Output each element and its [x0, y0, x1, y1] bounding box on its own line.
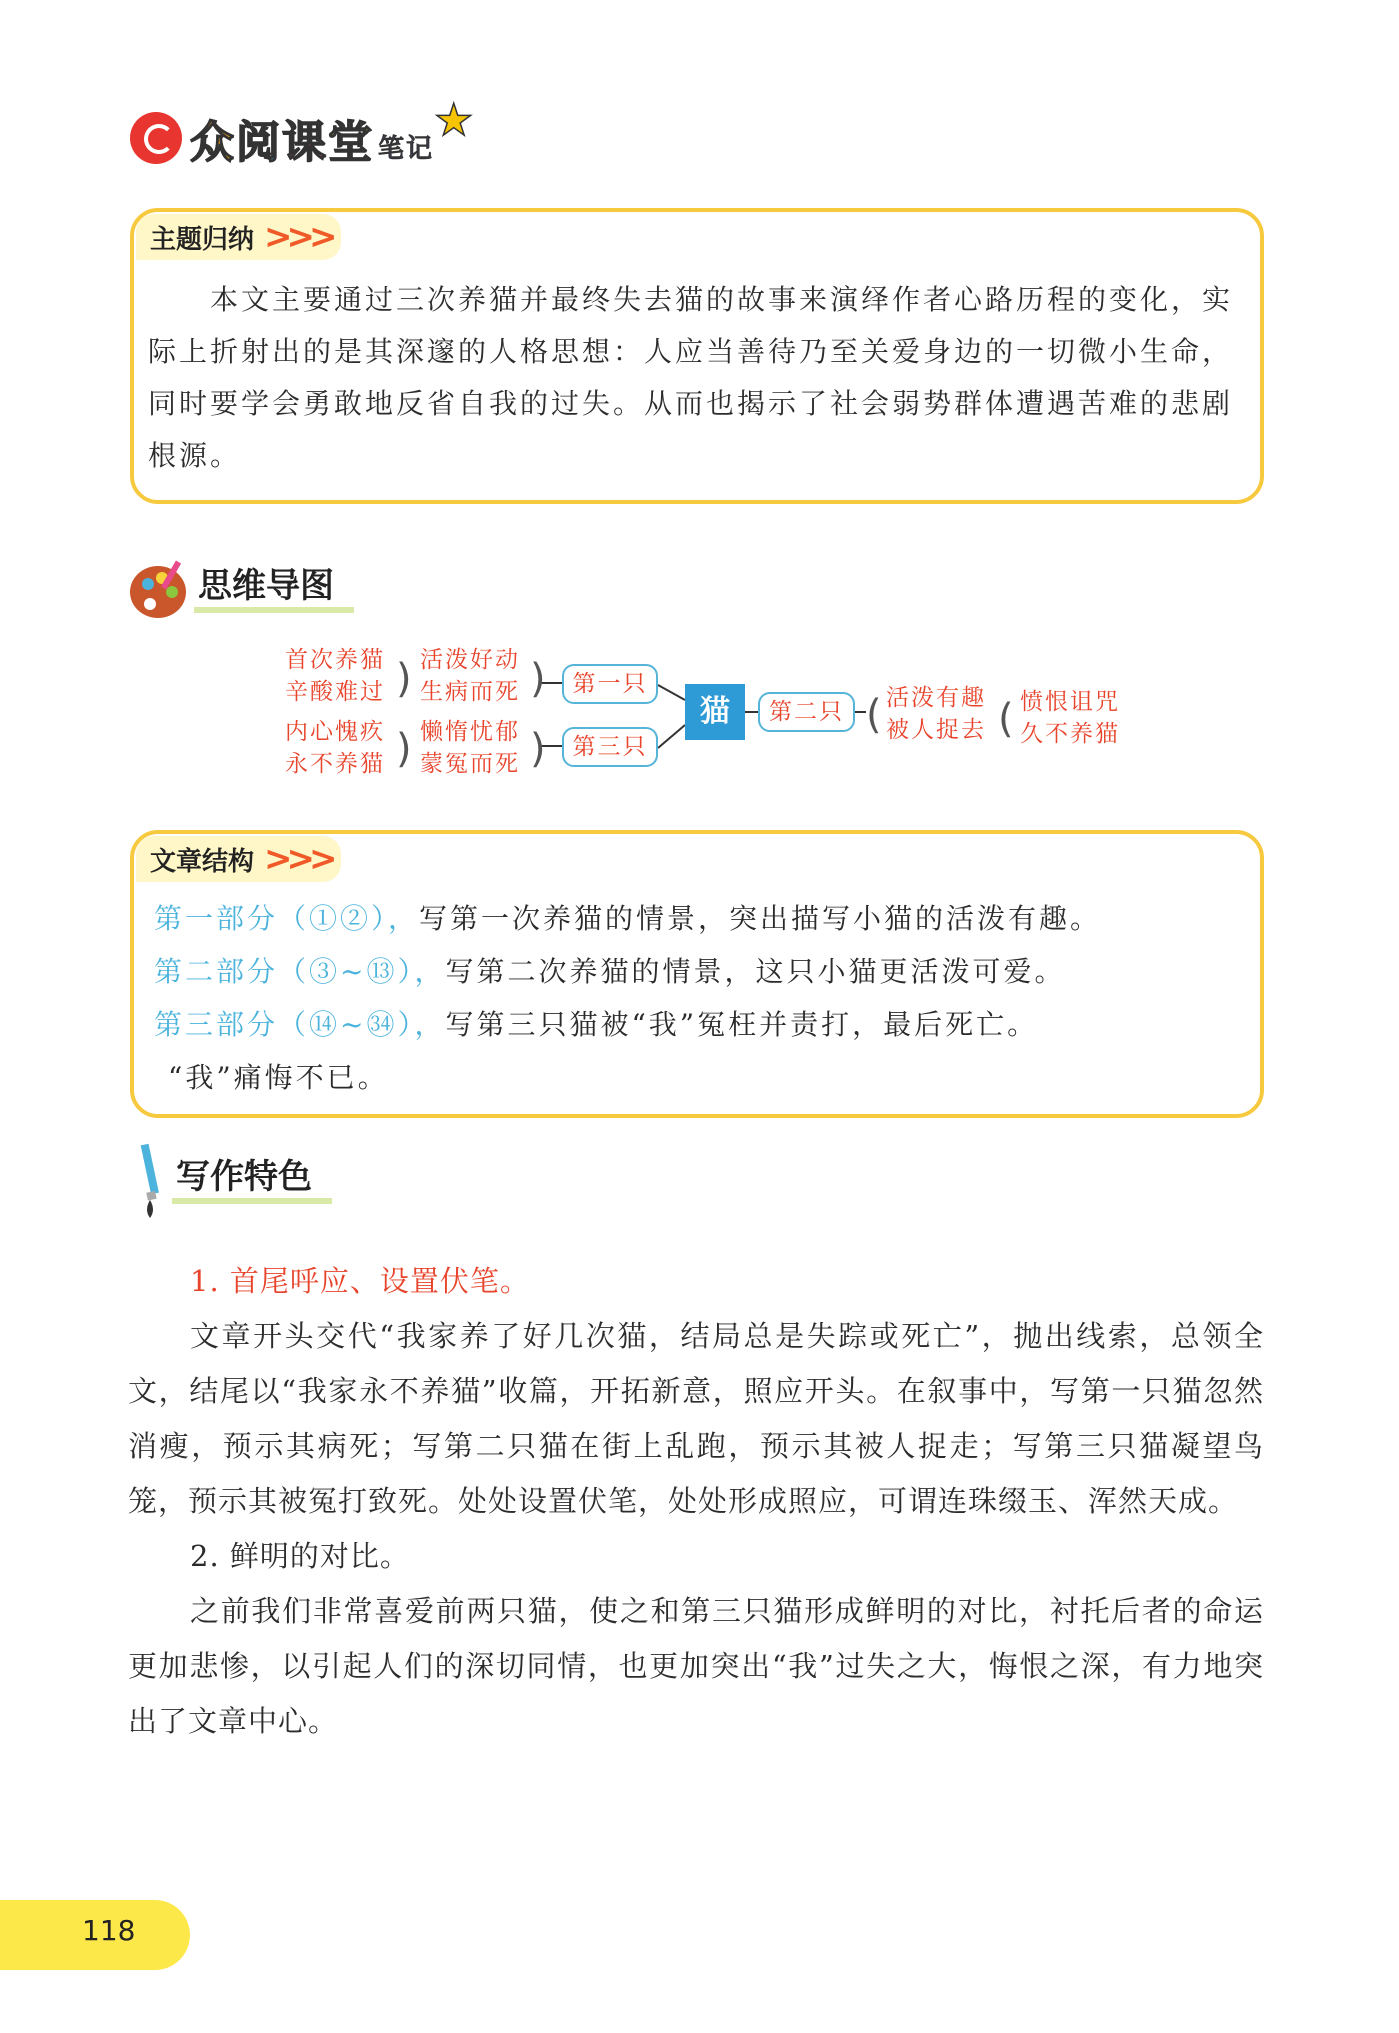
- cat2-feel: 愤恨诅咒 久不养猫: [1020, 689, 1120, 747]
- mind-map: [0, 0, 1399, 800]
- writing-title: 写作特色: [172, 1156, 332, 1204]
- cat3-traits: 懒惰忧郁 蒙冤而死: [420, 719, 520, 777]
- point2-text: 之前我们非常喜爱前两只猫，使之和第三只猫形成鲜明的对比，衬托后者的命运更加悲惨，以引起人们的深切同情，也更加突出“我”过失之大，悔恨之深，有力地突出了文章中心。: [128, 1594, 1264, 1738]
- cat1-node: 第一只: [562, 664, 658, 704]
- structure-tail: “我”痛悔不已。: [168, 1061, 389, 1094]
- structure-part-1: 第一部分（①②），写第一次养猫的情景，突出描写小猫的活泼有趣。: [154, 902, 1102, 935]
- structure-part-3: 第三部分（⑭~㉞），写第三只猫被“我”冤枉并责打，最后死亡。: [154, 1008, 1039, 1041]
- writing-content: [128, 1254, 1264, 1749]
- structure-part-2: 第二部分（③~⑬），写第二次养猫的情景，这只小猫更活泼可爱。: [154, 955, 1066, 988]
- brace-icon: (: [866, 692, 882, 738]
- point2-title: 2. 鲜明的对比。: [190, 1539, 410, 1573]
- writing-header: [130, 1140, 332, 1220]
- cat2-traits: 活泼有趣 被人捉去: [886, 685, 986, 743]
- mindmap-title: 思维导图: [194, 565, 354, 613]
- mindmap-connectors: [0, 0, 1399, 800]
- logo-text: 众阅课堂 笔记★: [190, 95, 476, 168]
- point1-title: 1. 首尾呼应、设置伏笔。: [190, 1264, 530, 1298]
- cat3-feel: 内心愧疚 永不养猫: [285, 719, 385, 777]
- cat1-feel: 首次养猫 辛酸难过: [285, 647, 385, 705]
- page-number: 118: [82, 1914, 136, 1947]
- chevrons-icon: >>>: [264, 839, 332, 879]
- center-node: 猫: [685, 684, 745, 740]
- brace-icon: ): [396, 726, 412, 772]
- brace-icon: ): [396, 656, 412, 702]
- structure-content: [154, 892, 1244, 1104]
- theme-text: 本文主要通过三次养猫并最终失去猫的故事来演绎作者心路历程的变化，实际上折射出的是其深邃的人格思想：人应当善待乃至关爱身边的一切微小生命，同时要学会勇敢地反省自我的过失。从而也揭示了社会弱势群体遭遇苦难的悲剧根源。: [148, 283, 1234, 472]
- point1-text: 文章开头交代“我家养了好几次猫，结局总是失踪或死亡”，抛出线索，总领全文，结尾以“我家永不养猫”收篇，开拓新意，照应开头。在叙事中，写第一只猫忽然消瘦，预示其病死；写第二只猫在街上乱跑，预示其被人捉走；写第三只猫凝望鸟笼，预示其被冤打致死。处处设置伏笔，处处形成照应，可谓连珠缀玉、浑然天成。: [128, 1319, 1264, 1518]
- structure-tag: 文章结构 >>>: [136, 836, 341, 882]
- brace-icon: (: [998, 696, 1014, 742]
- star-icon: ★: [434, 95, 476, 146]
- paintbrush-icon: [130, 1140, 170, 1220]
- cat2-node: 第二只: [758, 692, 855, 732]
- brace-icon: ): [530, 656, 546, 702]
- cat3-node: 第三只: [562, 727, 658, 767]
- chevrons-icon: >>>: [264, 217, 332, 257]
- cat1-traits: 活泼好动 生病而死: [420, 647, 520, 705]
- theme-tag: 主题归纳 >>>: [136, 214, 341, 260]
- brace-icon: ): [530, 726, 546, 772]
